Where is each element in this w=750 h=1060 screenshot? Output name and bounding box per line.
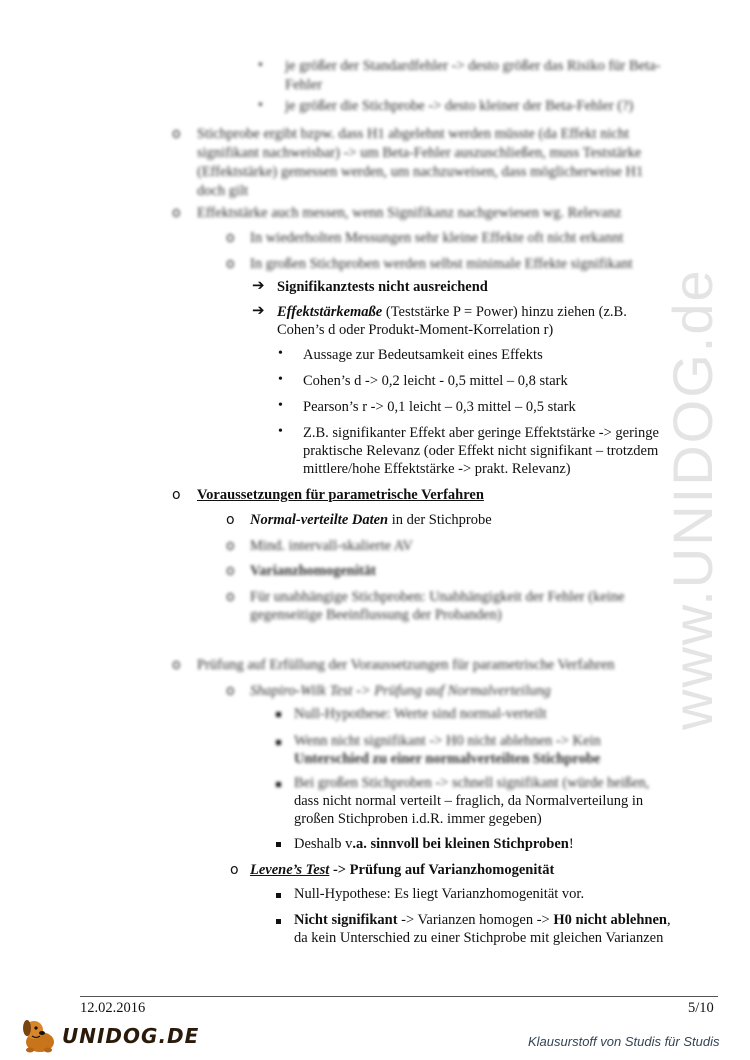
blurred-text: Mind. intervall-skalierte AV	[250, 538, 413, 554]
blurred-text: Shapiro-Wilk Test -> Prüfung auf Normalverteilung	[250, 683, 551, 699]
effect-bullet-cont: mittlere/hohe Effektstärke -> prakt. Relevanz)	[303, 461, 571, 477]
effect-size-text: (Teststärke P = Power) hinzu ziehen (z.B.	[382, 304, 627, 320]
blurred-text: Wenn nicht signifikant -> H0 nicht ablehnen -> Kein	[294, 733, 601, 749]
normal-data-text: in der Stichprobe	[388, 512, 492, 528]
shapiro-note: großen Stichproben i.d.R. immer gegeben)	[294, 811, 542, 827]
square-bullet-icon	[276, 893, 281, 898]
circle-bullet-icon: o	[226, 683, 235, 699]
bullet-dot: •	[278, 372, 283, 387]
arrow-right-icon: ➔	[252, 276, 265, 294]
levene-term: Levene’s Test	[250, 862, 330, 878]
page-number: 5/10	[688, 1000, 714, 1016]
levene-heading	[250, 860, 554, 880]
circle-bullet-icon: o	[172, 657, 181, 673]
blurred-text: In großen Stichproben werden selbst minimale Effekte signifikant	[250, 256, 633, 272]
bullet-dot: •	[258, 58, 263, 73]
section-heading-voraussetzungen: Voraussetzungen für parametrische Verfahren	[197, 487, 484, 503]
arrow-item-effect-size-line2: Cohen’s d oder Produkt-Moment-Korrelation r)	[277, 322, 554, 338]
circle-bullet-icon: o	[226, 563, 235, 579]
blurred-text: Für unabhängige Stichproben: Unabhängigkeit der Fehler (keine	[250, 589, 625, 605]
circle-bullet-icon: o	[172, 487, 181, 503]
bullet-dot: •	[278, 398, 283, 413]
blurred-text: Fehler	[285, 77, 323, 93]
shapiro-note: dass nicht normal verteilt – fraglich, da Normalverteilung in	[294, 793, 644, 809]
blurred-text: Null-Hypothese: Werte sind normal-verteilt	[294, 706, 547, 722]
text-part: -> Varianzen homogen ->	[397, 912, 554, 928]
unidog-logo	[18, 1016, 199, 1056]
effect-size-term: Effektstärkemaße	[277, 304, 383, 320]
square-bullet-icon	[276, 740, 281, 745]
blurred-text: Prüfung auf Erfüllung der Voraussetzungen für parametrische Verfahren	[197, 657, 615, 673]
square-bullet-icon	[276, 842, 281, 847]
arrow-right-icon: ➔	[252, 301, 265, 319]
effect-bullet: Cohen’s d -> 0,2 leicht - 0,5 mittel – 0,8 stark	[303, 373, 568, 389]
circle-bullet-icon: o	[230, 862, 239, 878]
dog-icon	[18, 1016, 60, 1056]
footer-tagline: Klausurstoff von Studis für Studis	[528, 1034, 720, 1049]
blurred-text: signifikant nachweisbar) -> um Beta-Fehler auszuschließen, muss Teststärke	[197, 145, 642, 161]
text-part: !	[568, 836, 574, 852]
bullet-dot: •	[278, 346, 283, 361]
text-part-bold: .a. sinnvoll bei kleinen Stichproben	[352, 836, 569, 852]
arrow-item-effect-size	[277, 302, 627, 322]
levene-text: -> Prüfung auf Varianzhomogenität	[329, 862, 555, 878]
square-bullet-icon	[276, 919, 281, 924]
blurred-text: Stichprobe ergibt bzpw. dass H1 abgelehnt werden müsste (da Effekt nicht	[197, 126, 630, 142]
effect-bullet-cont: praktische Relevanz (oder Effekt nicht signifikant – trotzdem	[303, 443, 659, 459]
effect-bullet: Aussage zur Bedeutsamkeit eines Effekts	[303, 347, 543, 363]
blurred-text: In wiederholten Messungen sehr kleine Effekte oft nicht erkannt	[250, 230, 624, 246]
blurred-text: je größer die Stichprobe -> desto kleiner der Beta-Fehler (?)	[285, 98, 634, 114]
blurred-text: doch gilt	[197, 183, 249, 199]
circle-bullet-icon: o	[172, 205, 181, 221]
blurred-text: Unterschied zu einer normalverteilten Stichprobe	[294, 751, 601, 767]
footer-divider	[80, 996, 718, 997]
footer-date: 12.02.2016	[80, 1000, 146, 1016]
circle-bullet-icon: o	[226, 538, 235, 554]
blurred-text: (Effektstärke) gemessen werden, um nachzuweisen, dass möglicherweise H1	[197, 164, 644, 180]
text-part-bold: Nicht signifikant	[294, 912, 398, 928]
effect-bullet: Z.B. signifikanter Effekt aber geringe Effektstärke -> geringe	[303, 425, 659, 441]
text-part-bold: H0 nicht ablehnen	[553, 912, 667, 928]
circle-bullet-icon: o	[226, 589, 235, 605]
blurred-text: Varianzhomogenität	[250, 563, 376, 579]
levene-item	[294, 910, 671, 930]
circle-bullet-icon: o	[172, 126, 181, 142]
square-bullet-icon	[276, 712, 281, 717]
arrow-item-significance: Signifikanztests nicht ausreichend	[277, 279, 488, 295]
text-part: ,	[666, 912, 671, 928]
effect-bullet: Pearson’s r -> 0,1 leicht – 0,3 mittel – 0,5 stark	[303, 399, 576, 415]
watermark: www.UNIDOG.de	[661, 268, 724, 730]
blurred-text: gegenseitige Beeinflussung der Probanden)	[250, 607, 502, 623]
logo-text: UNIDOG.DE	[62, 1024, 200, 1048]
circle-bullet-icon: o	[226, 256, 235, 272]
levene-item-cont: da kein Unterschied zu einer Stichprobe mit gleichen Varianzen	[294, 930, 664, 946]
circle-bullet-icon: o	[226, 230, 235, 246]
shapiro-recommendation	[294, 834, 574, 854]
blurred-text: je größer der Standardfehler -> desto größer das Risiko für Beta-	[285, 58, 661, 74]
levene-item: Null-Hypothese: Es liegt Varianzhomogenität vor.	[294, 886, 585, 902]
text-part: Deshalb v	[294, 836, 353, 852]
bullet-dot: •	[278, 424, 283, 439]
voraussetzung-item	[250, 510, 492, 530]
square-bullet-icon	[276, 782, 281, 787]
blurred-text: Effektstärke auch messen, wenn Signifikanz nachgewiesen wg. Relevanz	[197, 205, 622, 221]
normal-data-term: Normal-verteilte Daten	[250, 512, 389, 528]
circle-bullet-icon: o	[226, 512, 235, 528]
bullet-dot: •	[258, 98, 263, 113]
blurred-text: Bei großen Stichproben -> schnell signifikant (würde heißen,	[294, 775, 650, 791]
